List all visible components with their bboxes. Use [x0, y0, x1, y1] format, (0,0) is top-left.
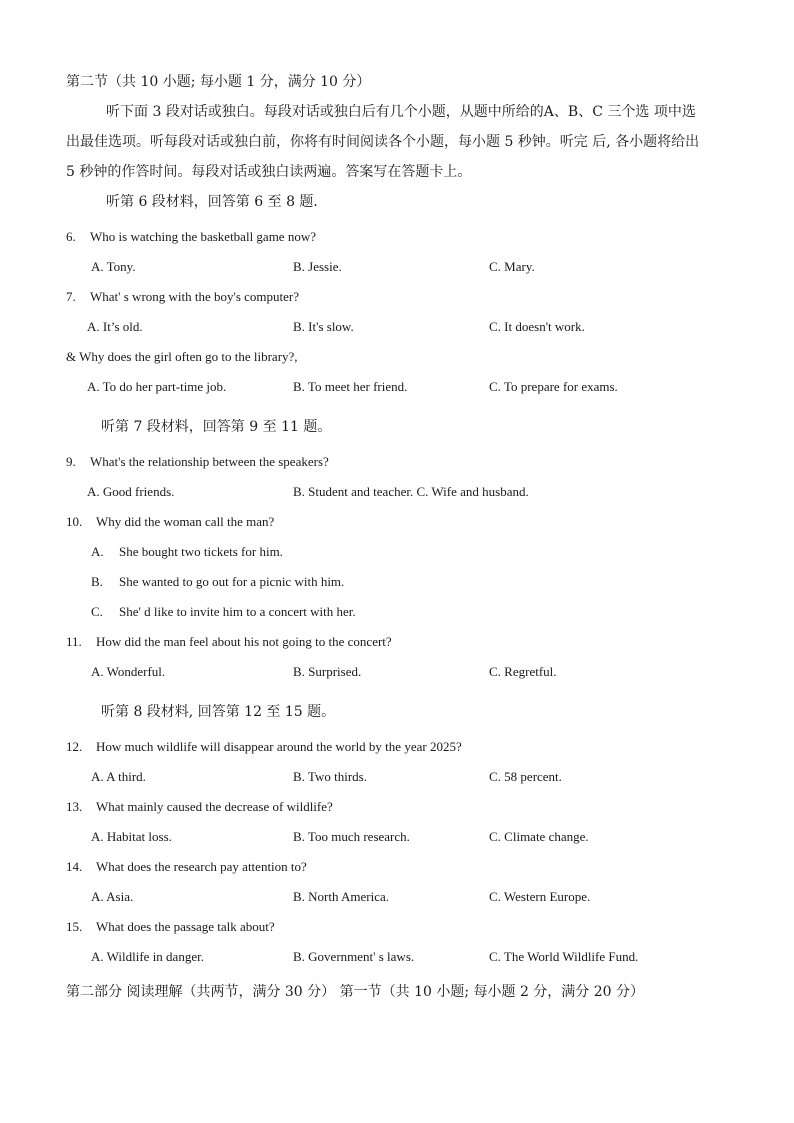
q15-option-c: C. The World Wildlife Fund. — [489, 949, 639, 964]
q12-text: How much wildlife will disappear around the world by the year 2025? — [96, 739, 462, 754]
q8-option-a: A. To do her part-time job. — [87, 379, 227, 394]
q12-option-b: B. Two thirds. — [293, 769, 367, 784]
part2-header: 第二部分 阅读理解（共两节，满分 30 分） 第一节（共 10 小题; 每小题 2 分，满分 20 分） — [66, 984, 645, 1000]
q7-option-c: C. It doesn't work. — [489, 319, 585, 334]
q6-option-a: A. Tony. — [91, 259, 136, 274]
material-6-heading: 听第 6 段材料，回答第 6 至 8 题. — [106, 194, 318, 210]
q8-option-c: C. To prepare for exams. — [489, 379, 618, 394]
q6-text: Who is watching the basketball game now? — [90, 229, 316, 244]
q8-option-b: B. To meet her friend. — [293, 379, 408, 394]
q12-option-a: A. A third. — [91, 769, 146, 784]
q9-text: What's the relationship between the speakers? — [90, 454, 329, 469]
q15-text: What does the passage talk about? — [96, 919, 275, 934]
instruction-line-1: 听下面 3 段对话或独白。每段对话或独白后有几个小题，从题中所给的A、B、C 三个选 项中选 — [106, 104, 696, 120]
q9-number: 9. — [66, 454, 76, 469]
instruction-line-2: 出最佳选项。听每段对话或独白前，你将有时间阅读各个小题，每小题 5 秒钟。听完 后, 各小题将给出 — [66, 134, 700, 150]
material-7-heading: 听第 7 段材料，回答第 9 至 11 题。 — [101, 419, 332, 435]
q6-option-c: C. Mary. — [489, 259, 535, 274]
q13-option-b: B. Too much research. — [293, 829, 410, 844]
q10-option-c-letter: C. — [91, 604, 103, 619]
q11-number: 11. — [66, 634, 82, 649]
q11-text: How did the man feel about his not going to the concert? — [96, 634, 392, 649]
q7-option-a: A. It’s old. — [87, 319, 143, 334]
q7-text: What' s wrong with the boy's computer? — [90, 289, 300, 304]
q9-option-a: A. Good friends. — [87, 484, 175, 499]
q10-option-a-letter: A. — [91, 544, 104, 559]
q10-option-c-text: She' d like to invite him to a concert with her. — [119, 604, 356, 619]
q10-number: 10. — [66, 514, 83, 529]
q15-option-a: A. Wildlife in danger. — [91, 949, 204, 964]
q13-option-a: A. Habitat loss. — [91, 829, 172, 844]
q14-option-c: C. Western Europe. — [489, 889, 591, 904]
material-8-heading: 听第 8 段材料, 回答第 12 至 15 题。 — [101, 704, 336, 720]
q11-option-a: A. Wonderful. — [91, 664, 166, 679]
q12-number: 12. — [66, 739, 83, 754]
q15-option-b: B. Government' s laws. — [293, 949, 415, 964]
q14-option-b: B. North America. — [293, 889, 390, 904]
instruction-line-3: 5 秒钟的作答时间。每段对话或独白读两遍。答案写在答题卡上。 — [66, 164, 472, 180]
q11-option-c: C. Regretful. — [489, 664, 557, 679]
q10-option-a-text: She bought two tickets for him. — [119, 544, 283, 559]
q8-text: & Why does the girl often go to the library?, — [66, 349, 298, 364]
q7-number: 7. — [66, 289, 76, 304]
q6-option-b: B. Jessie. — [293, 259, 342, 274]
q15-number: 15. — [66, 919, 83, 934]
q14-number: 14. — [66, 859, 83, 874]
q11-option-b: B. Surprised. — [293, 664, 362, 679]
q14-option-a: A. Asia. — [91, 889, 134, 904]
q13-text: What mainly caused the decrease of wildlife? — [96, 799, 333, 814]
q9-option-bc: B. Student and teacher. C. Wife and husband. — [293, 484, 529, 499]
q10-option-b-letter: B. — [91, 574, 103, 589]
q7-option-b: B. It's slow. — [293, 319, 354, 334]
q13-option-c: C. Climate change. — [489, 829, 589, 844]
q12-option-c: C. 58 percent. — [489, 769, 562, 784]
q14-text: What does the research pay attention to? — [96, 859, 307, 874]
q10-option-b-text: She wanted to go out for a picnic with him. — [119, 574, 345, 589]
q6-number: 6. — [66, 229, 76, 244]
q13-number: 13. — [66, 799, 83, 814]
section-header: 第二节（共 10 小题; 每小题 1 分，满分 10 分） — [66, 74, 371, 90]
q10-text: Why did the woman call the man? — [96, 514, 275, 529]
